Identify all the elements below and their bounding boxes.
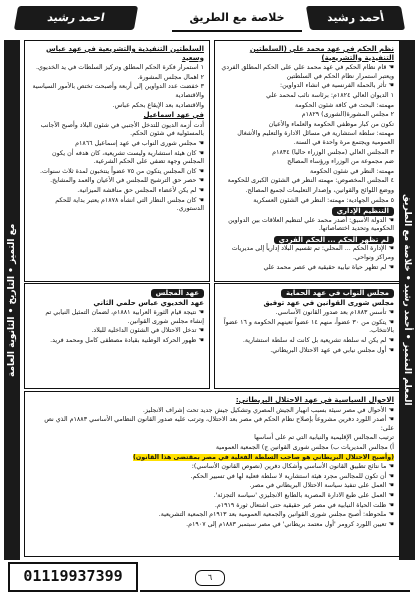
subsection-title: في عهد اسماعيل bbox=[143, 111, 204, 120]
text-line: ☚ قام نظام الحكم في عهد محمد علي على الحكم المطلق الفردي ويعتبر استمرار نظام الحكم في السلطتين bbox=[221, 64, 394, 80]
section-tag: عهد المجلس bbox=[151, 289, 204, 298]
text-line: ١ الديوان العالي ١٨٢٤م: برئاسة نائب لمحمد علي bbox=[266, 91, 394, 99]
section-title: السلطتين التنفيذية والتشريعية في عهد عباس وسعيد bbox=[45, 45, 204, 62]
section-tag: التنظيم الإداري bbox=[332, 207, 394, 216]
page-number: ٦ bbox=[195, 570, 225, 586]
text-line: مهمته: النظر في شئون الحكومة bbox=[309, 167, 394, 175]
text-line: أ) مجالس المديريات ب) مجلس شورى القوانين ج) الجمعية العمومية bbox=[215, 443, 394, 451]
text-line: ☚ تدخل الاحتلال في الشئون الداخلية للبلاد. bbox=[91, 327, 204, 335]
text-line: ☚ الأحوال في مصر سيئة بسبب انهيار الجيش المصري وتشكيل جيش جديد تحت إشراف الانجليز. bbox=[142, 406, 394, 414]
section-muhammad-ali-rule bbox=[214, 40, 400, 282]
text-line: ☚ الدولة الأسبق: أصدر محمد علي لتنظيم العلاقات بين الدواوين الحكومية وتحديد اختصاصاتها. bbox=[228, 216, 394, 233]
text-line: ٥ مجلس الجهادية: مهمته: النظر في الشئون العسكرية bbox=[253, 196, 394, 204]
text-line: تكون من كبار موظفي الحكومة والعلماء والأعيان bbox=[268, 120, 394, 128]
text-line: ☚ ظهور الحركة الوطنية بقيادة مصطفى كامل ومحمد فريد. bbox=[50, 336, 204, 344]
text-line: مهمته: سلطة استشارية في مسائل الادارة والتعليم والأشغال العمومية ويجتمع مرة واحدة في السنة. bbox=[237, 130, 394, 146]
text-line: ٣ المجلس العالي (مجلس الوزراء حاليا) ١٨٣٤م bbox=[272, 148, 394, 156]
text-line: ☚ مجلس شورى النواب في عهد إسماعيل ١٨٦٦م bbox=[75, 139, 204, 147]
text-line: ☚ ما نتائج تطبيق القانون الأساسي وأشكال دفرين (نصوص القانون الأساسي): bbox=[191, 463, 394, 471]
header-middle-title: خلاصة مع الطريق bbox=[172, 6, 302, 32]
text-line: ☚ يتكون من ٣٠ عضواً، منهم ١٤ عضواً تعينهم الحكومة و ١٦ عضواً بالانتخاب. bbox=[223, 318, 394, 335]
footer-divider bbox=[140, 590, 410, 592]
text-line: ☚ العمل على تنفيذ سياسة الاحتلال البريطاني في مصر. bbox=[249, 482, 394, 490]
text-line: ☚ كان هيئة استشارية وليست تشريعية، كان هدفه أن يكون المجلس وجهة تضفي على الحكم الشرعية. bbox=[52, 149, 204, 166]
text-line: والاقتصادية بعد الإيقاع بحكم عباس. bbox=[112, 101, 204, 109]
text-line: مهمته: البحث في كافة شئون الحكومة bbox=[295, 101, 394, 109]
text-line: ترتيب المجالس الإقليمية والنيابية التي تم على أساسها bbox=[254, 434, 394, 442]
left-strip-text: مع التميز • التاريخ • الثانوية العامة bbox=[7, 223, 17, 377]
text-line: ☚ ملحوظة: أصبح مجلس شورى القوانين والجمعية العمومية بعد ١٩١٣م الجمعية التشريعية. bbox=[158, 511, 394, 519]
text-line: ضم مجموعة من الوزراء ورؤساء المصالح bbox=[287, 158, 394, 166]
text-line: ☚ حصر حق الترشيح للمجلس في الأعيان والعمد والمشايخ. bbox=[50, 177, 204, 185]
page-header bbox=[12, 4, 407, 34]
section-title: نظم الحكم في عهد محمد علي (السلطتين التنفيذية والتشريعية) bbox=[249, 45, 394, 62]
text-line: ☚ لم يكن لأعضاء المجلس حق مناقشة الميزانية. bbox=[77, 186, 204, 194]
section-title: الاحوال السياسية في عهد الاحتلال البريطاني: bbox=[235, 396, 394, 404]
section-abbas-said-ismail bbox=[24, 40, 210, 282]
text-line: ☚ لم يكن له سلطة تشريعية بل كانت له سلطة استشارية. bbox=[242, 336, 394, 344]
text-line: ٢ مجلس المشورة(الشورى) ١٨٢٩م bbox=[301, 111, 394, 119]
text-line: ☚ تعيين اللورد كرومر 'أول معتمد بريطاني' في مصر سبتمبر ١٨٨٣م إلى ١٩٠٧م. bbox=[186, 520, 394, 528]
text-line: ١ استمرار فكرة الحكم المطلق وتركيز السلطات في يد الخديوي. bbox=[35, 64, 204, 72]
text-line: ☚ لم تظهر حياة نيابية حقيقية في عصر محمد علي bbox=[263, 263, 394, 271]
section-tawfiq-council bbox=[214, 283, 400, 389]
section-abbas-helmy bbox=[24, 283, 210, 389]
text-line: ☚ كان مجلس النظار التي انشأه ١٨٧٨م يعتبر بداية للحكم الدستوري. bbox=[55, 196, 204, 213]
right-strip-text: المعلم المتميز • أحمد رشيد • خلاصة مع الطريق bbox=[402, 194, 412, 406]
section-tag: لم تظهر الحكم ... الحكم الفردي bbox=[274, 236, 394, 245]
text-line: ٤ المجلس المخصوص: مهمته النظر في الشئون الكبرى للحكومة bbox=[227, 177, 394, 185]
text-line: ☚ العمل على طبع الادارة المصرية بالطابع الانجليزي 'سياسة التجزئة'. bbox=[213, 491, 394, 499]
phone-number: 01119937399 bbox=[8, 562, 138, 592]
section-tag: مجلس النواب في عهد الحماية bbox=[281, 289, 394, 298]
text-line: ☚ أصدر اللورد دفرين مشروعاً بإصلاح نظام الحكم في مصر بعد الاحتلال، وترتب عليه صدور القانون النظامي الأساسي ١٨٨٣م الذي نص على: bbox=[44, 416, 394, 432]
text-line: ٢ اهمال مجلس المشورة. bbox=[137, 73, 204, 81]
text-line: ☚ أن تكون للمجالس مجرد هيئة استشارية لا سلطة فعلية لها في تسيير الحكم. bbox=[190, 472, 394, 480]
text-line: ووضع اللوائح والقوانين، وإصدار التعليمات لجميع المصالح. bbox=[245, 186, 394, 194]
text-line: ☚ كان المجلس يتكون من ٧٥ عضواً ينتخبون لمدة ثلاث سنوات. bbox=[40, 167, 204, 175]
text-line: ☚ أول مجلس نيابي في عهد الاحتلال البريطاني. bbox=[270, 346, 394, 354]
text-line: ☚ تأثر بالحملة الفرنسية في انشاء الدواوين: bbox=[279, 82, 394, 90]
header-left-title: احمد رشيد bbox=[14, 6, 138, 30]
text-line: أدت أزمة الديون للتدخل الأجنبي في شئون البلاد وأصبح الأجانب بالمسئولية في شئون الحكم. bbox=[40, 121, 204, 138]
text-line: ☚ الإدارة الحكم ... المحلي: تم تقسيم البلاد إدارياً إلى مديريات ومراكز ونواحي. bbox=[231, 245, 394, 262]
text-line: ٣ خفضت عدد الدواوين إلى أربعة وأصبحت تختص بالأمور السياسية والاقتصادية bbox=[32, 83, 204, 99]
text-line: ☚ ظلت الحياة النيابية في مصر غير حقيقية حتى اشتعال ثورة ١٩١٩م. bbox=[214, 501, 394, 509]
text-line: ☚ نتيجة قيام الثورة العرابية ١٨٨١م، لضمان التمثيل النيابي تم إنشاء مجلس شورى القوانين. bbox=[45, 309, 204, 325]
header-right-title: أحمد رشيد bbox=[306, 6, 405, 30]
section-british-occupation bbox=[24, 391, 400, 557]
text-line: ☚ تأسس ١٨٨٣م بعد صدور القانون الأساسي. bbox=[275, 309, 394, 317]
highlighted-text: (وأصبح الاحتلال البريطاني هو صاحب السلطة الفعلية في مصر بمقتضى هذا القانون) bbox=[133, 453, 394, 461]
section-title: عهد الخديوي عباس حلمي الثاني bbox=[93, 298, 204, 307]
section-title: مجلس شورى القوانين في عهد توفيق bbox=[263, 298, 394, 307]
